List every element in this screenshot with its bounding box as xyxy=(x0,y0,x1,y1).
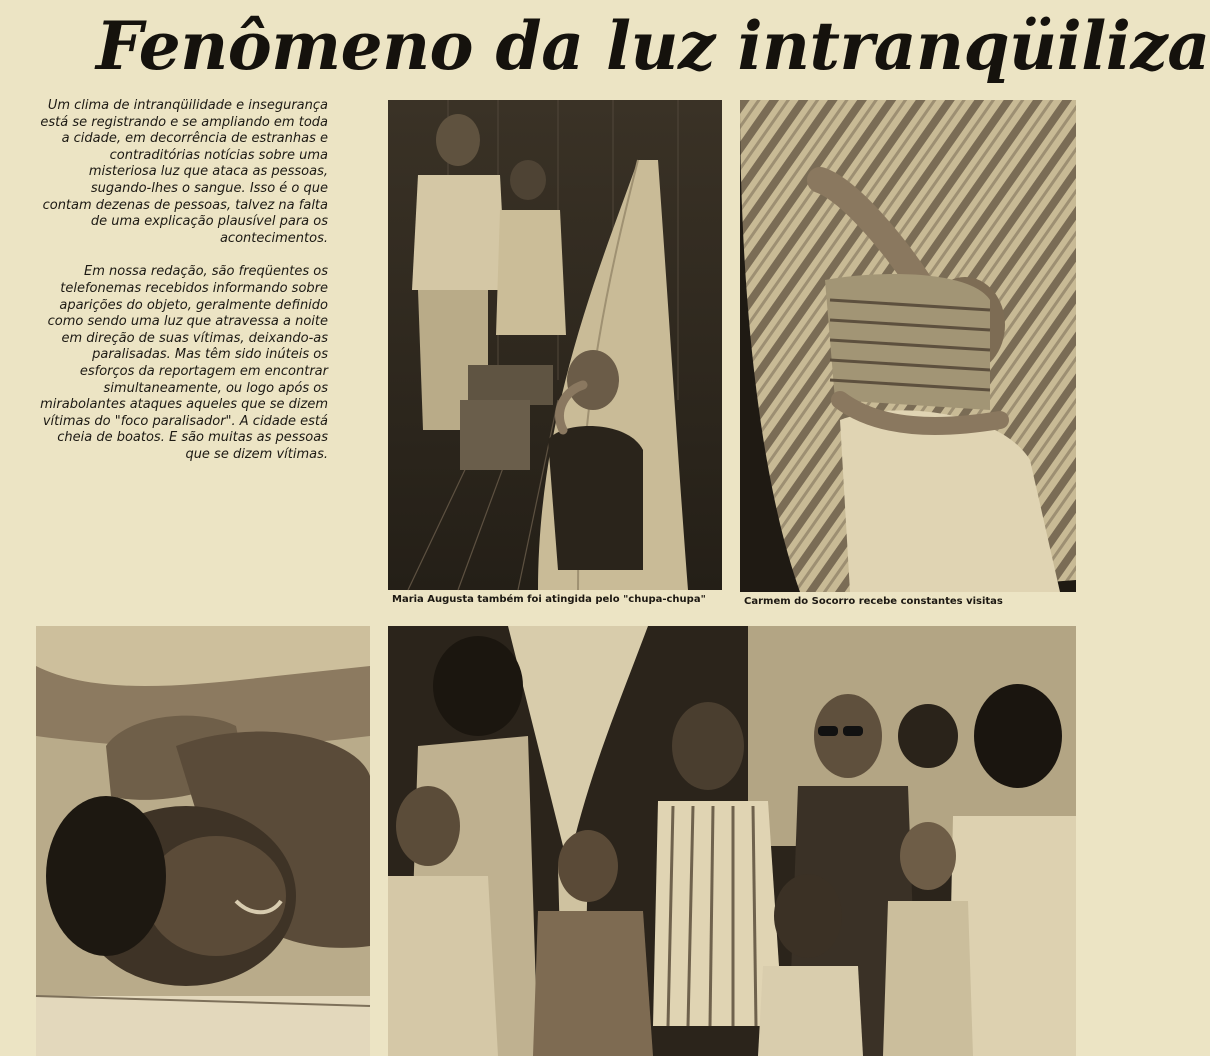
photo-close-up-victim xyxy=(36,626,370,1056)
article-intro xyxy=(40,98,328,480)
caption-photo-2: Carmem do Socorro recebe constantes visitas xyxy=(744,596,1003,607)
caption-photo-1: Maria Augusta também foi atingida pelo "chupa-chupa" xyxy=(392,594,706,605)
intro-paragraph-2: Em nossa redação, são freqüentes os telefonemas recebidos informando sobre aparições do objeto, geralmente definido como sendo uma luz que atravessa a noite em direção de suas vítimas, deixando-as paralisadas. Mas têm sido inúteis os esforços da reportagem em encontrar simultaneamente, ou logo após os mirabolantes ataques aqueles que se dizem vítimas do "foco paralisador". A cidade está cheia de boatos. E são muitas as pessoas que se dizem vítimas. xyxy=(40,264,328,462)
photo-maria-augusta xyxy=(388,100,722,590)
photo-group-of-people xyxy=(388,626,1076,1056)
intro-paragraph-1: Um clima de intranqüilidade e insegurança está se registrando e se ampliando em toda a cidade, em decorrência de estranhas e contraditórias notícias sobre uma misteriosa luz que ataca as pessoas, sugando-lhes o sangue. Isso é o que contam dezenas de pessoas, talvez na falta de uma explicação plausível para os acontecimentos. xyxy=(40,98,328,246)
headline: Fenômeno da luz intranqüiliza xyxy=(96,7,1210,85)
photo-carmem-do-socorro xyxy=(740,100,1076,592)
